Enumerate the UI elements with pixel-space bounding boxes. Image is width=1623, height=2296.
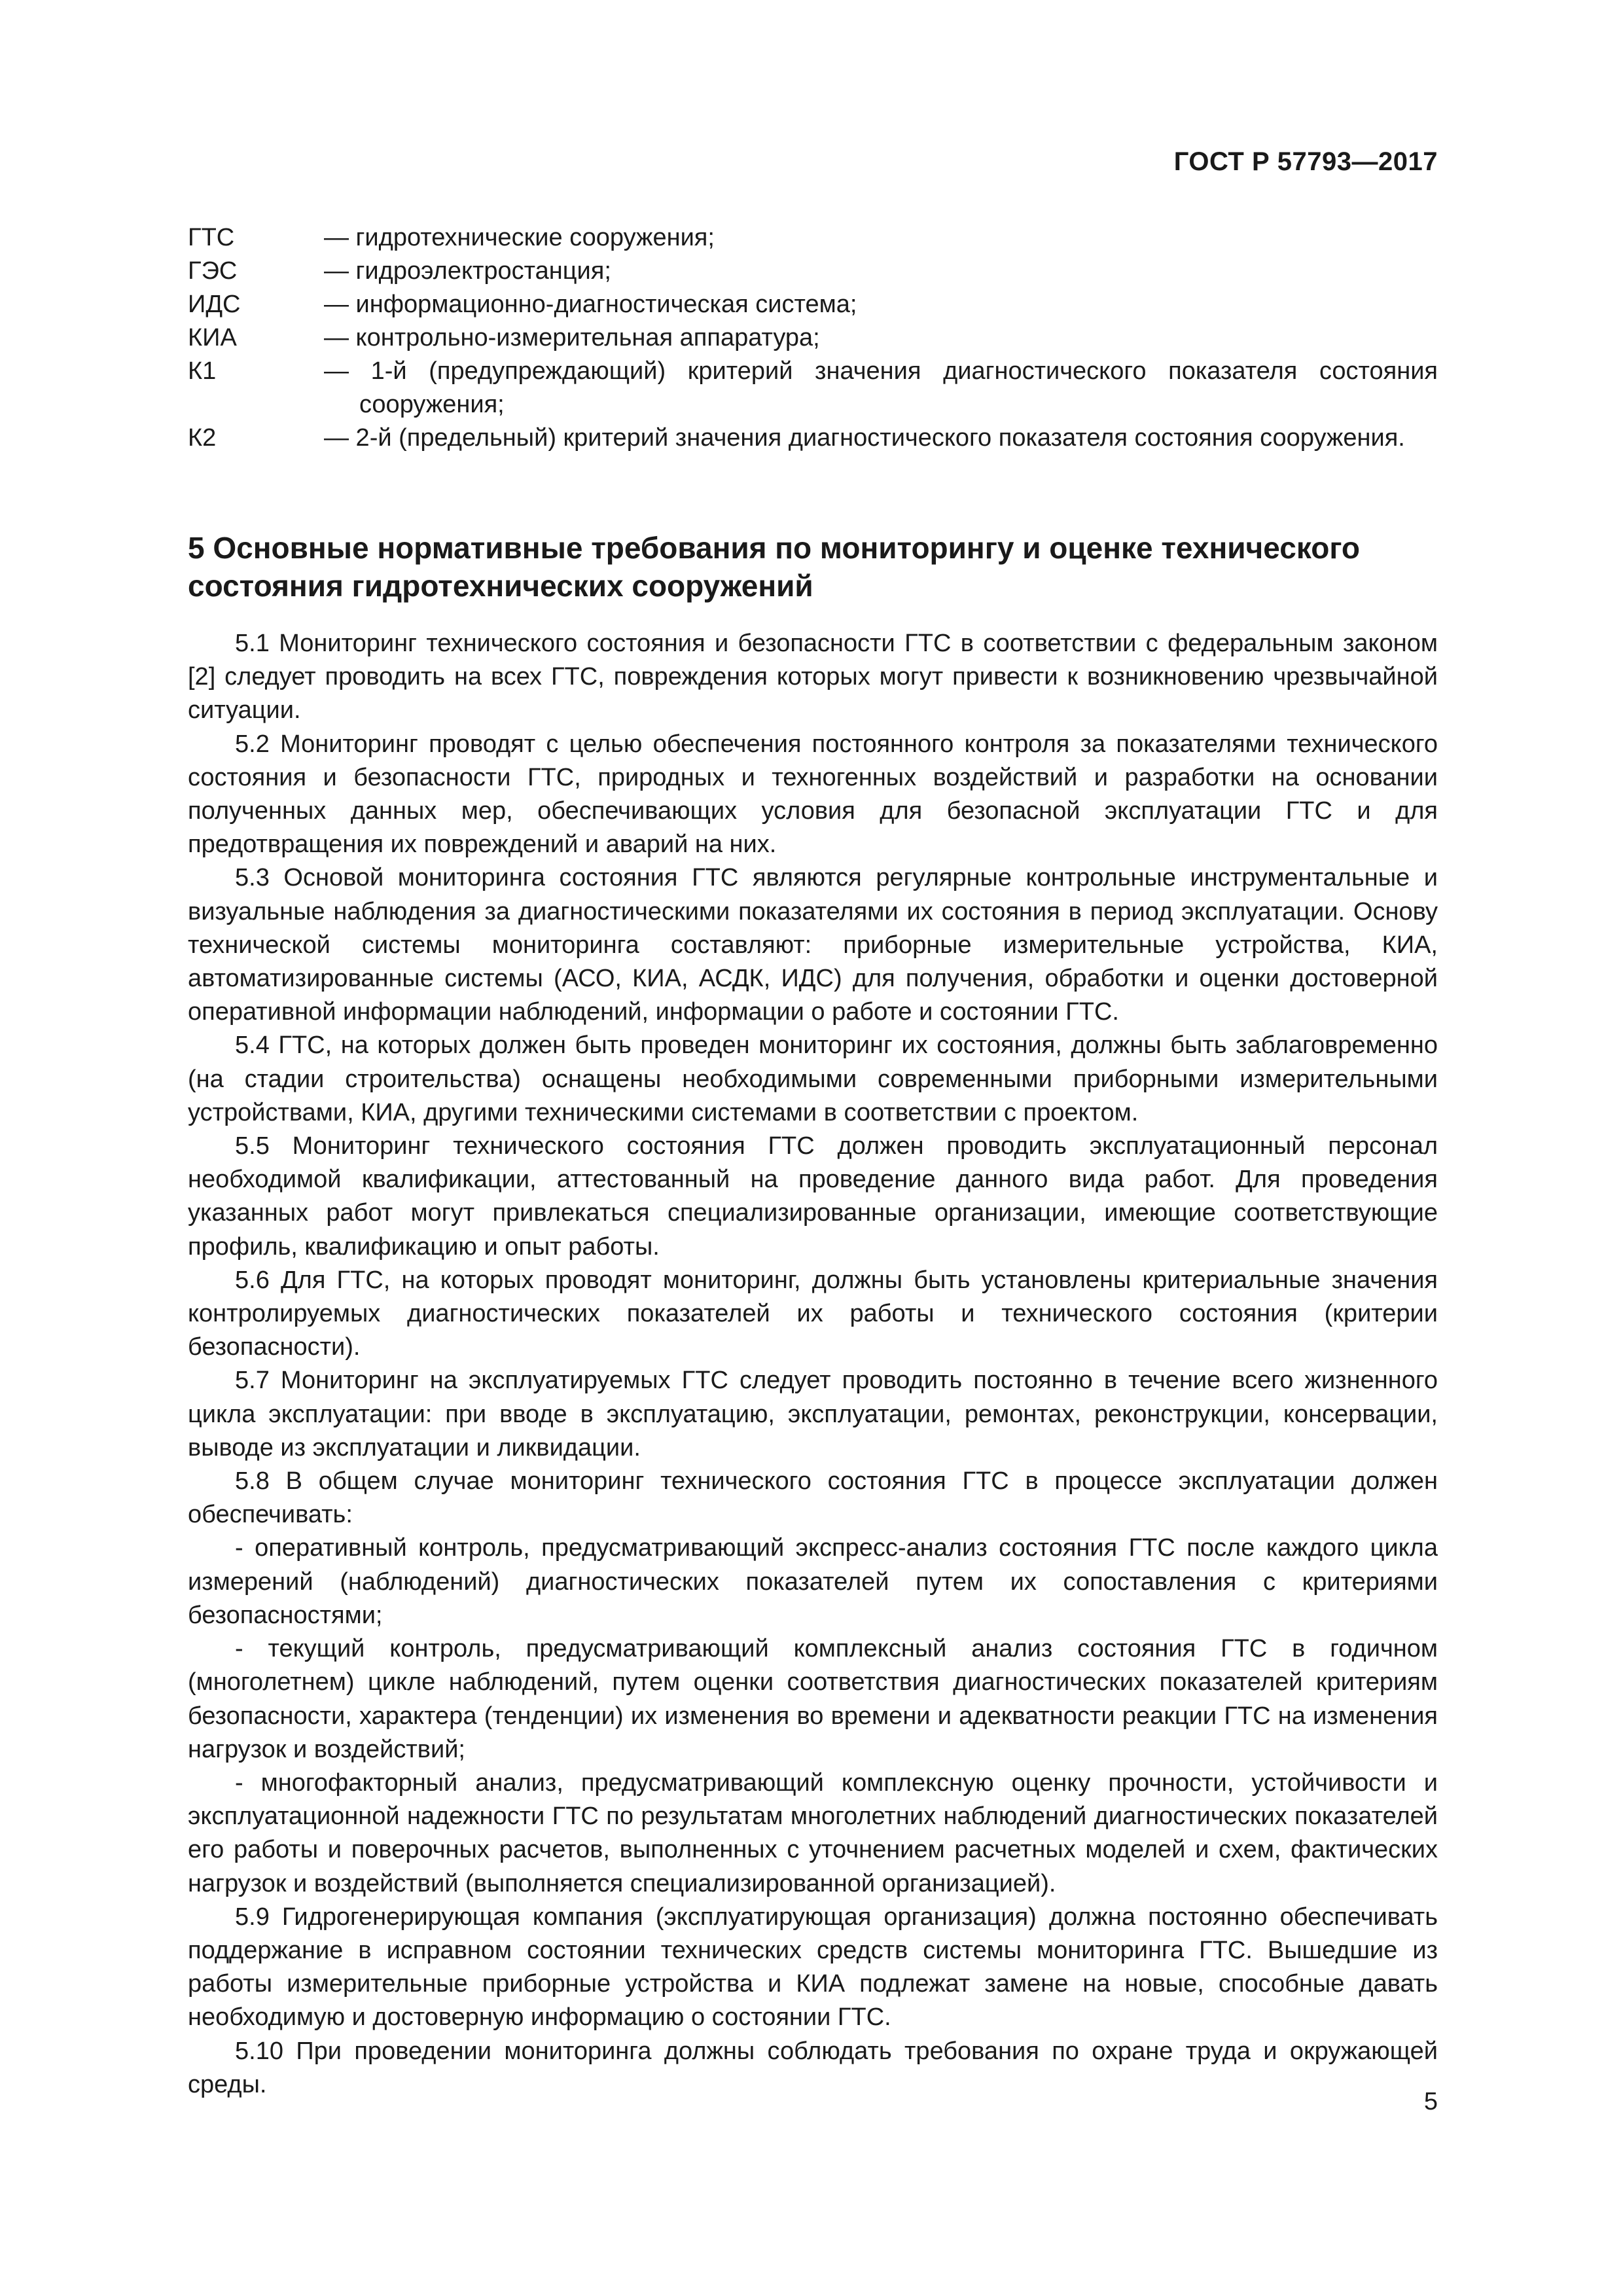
page-number: 5 <box>1423 2088 1438 2115</box>
abbreviation-row <box>188 288 1438 321</box>
abbreviations-list <box>188 221 1438 455</box>
paragraph: 5.2 Мониторинг проводят с целью обеспечения постоянного контроля за показателями технического состояния и безопасности ГТС, природных и техногенных воздействий и разработки на основании полученных данных мер, обеспечивающих условия для безопасной эксплуатации ГТС и для предотвращения их повреждений и аварий на них. <box>188 730 1438 859</box>
paragraph: 5.7 Мониторинг на эксплуатируемых ГТС следует проводить постоянно в течение всего жизненного цикла эксплуатации: при вводе в эксплуатацию, эксплуатации, ремонтах, реконструкции, консервации, выводе из эксплуатации и ликвидации. <box>188 1367 1438 1462</box>
abbreviation-definition: — гидротехнические сооружения; <box>324 224 715 251</box>
standard-header: ГОСТ Р 57793—2017 <box>1173 147 1438 176</box>
list-item: - многофакторный анализ, предусматривающий комплексную оценку прочности, устойчивости и эксплуатационной надежности ГТС по результатам многолетних наблюдений диагностических показателей его работы и поверочных расчетов, выполненных с уточнением расчетных моделей и схем, фактических нагрузок и воздействий (выполняется специализированной организацией). <box>188 1768 1438 1897</box>
paragraph: 5.10 При проведении мониторинга должны соблюдать требования по охране труда и окружающей среды. <box>188 2037 1438 2098</box>
paragraph: 5.5 Мониторинг технического состояния ГТС должен проводить эксплуатационный персонал необходимой квалификации, аттестованный на проведение данного вида работ. Для проведения указанных работ могут привлекаться специализированные организации, имеющие соответствующие профиль, квалификацию и опыт работы. <box>188 1132 1438 1261</box>
abbreviation-term: КИА <box>188 324 237 351</box>
list-item: - оперативный контроль, предусматривающий экспресс-анализ состояния ГТС после каждого цикла измерений (наблюдений) диагностических показателей путем их сопоставления с критериями безопасностями; <box>188 1534 1438 1629</box>
paragraph: 5.1 Мониторинг технического состояния и безопасности ГТС в соответствии с федеральным законом [2] следует проводить на всех ГТС, повреждения которых могут привести к возникновению чрезвычайной ситуации. <box>188 630 1438 725</box>
abbreviation-row <box>188 422 1438 455</box>
abbreviation-term: К1 <box>188 357 217 385</box>
paragraph: 5.6 Для ГТС, на которых проводят мониторинг, должны быть установлены критериальные значения контролируемых диагностических показателей их работы и технического состояния (критерии безопасности). <box>188 1266 1438 1361</box>
abbreviation-term: ИДС <box>188 291 241 318</box>
abbreviation-term: К2 <box>188 424 217 452</box>
section-title: 5 Основные нормативные требования по мониторингу и оценке технического состояния гидротехнических сооружений <box>188 531 1360 603</box>
abbreviation-definition: — контрольно-измерительная аппаратура; <box>324 324 820 351</box>
paragraph: 5.3 Основой мониторинга состояния ГТС являются регулярные контрольные инструментальные и визуальные наблюдения за диагностическими показателями их состояния в период эксплуатации. Основу технической системы мониторинга составляют: приборные измерительные устройства, КИА, автоматизированные системы (АСО, КИА, АСДК, ИДС) для получения, обработки и оценки достоверной оперативной информации наблюдений, информации о работе и состоянии ГТС. <box>188 864 1438 1026</box>
abbreviation-row <box>188 255 1438 288</box>
abbreviation-definition: — 1-й (предупреждающий) критерий значения диагностического показателя состояния сооружения; <box>324 357 1438 418</box>
paragraph: 5.8 В общем случае мониторинг технического состояния ГТС в процессе эксплуатации должен обеспечивать: <box>188 1467 1438 1529</box>
abbreviation-row <box>188 321 1438 355</box>
abbreviation-definition: — информационно-диагностическая система; <box>324 291 857 318</box>
abbreviation-row <box>188 355 1438 422</box>
abbreviation-definition: — 2-й (предельный) критерий значения диагностического показателя состояния сооружения. <box>324 424 1405 452</box>
abbreviation-term: ГЭС <box>188 257 238 285</box>
paragraph: 5.9 Гидрогенерирующая компания (эксплуатирующая организация) должна постоянно обеспечивать поддержание в исправном состоянии технических средств системы мониторинга ГТС. Вышедшие из работы измерительные приборные устройства и КИА подлежат замене на новые, способные давать необходимую и достоверную информацию о состоянии ГТС. <box>188 1903 1438 2032</box>
section-body <box>188 627 1438 2102</box>
abbreviation-definition: — гидроэлектростанция; <box>324 257 611 285</box>
list-item: - текущий контроль, предусматривающий комплексный анализ состояния ГТС в годичном (многолетнем) цикле наблюдений, путем оценки соответствия диагностических показателей критериям безопасности, характера (тенденции) их изменения во времени и адекватности реакции ГТС на изменения нагрузок и воздействий; <box>188 1635 1438 1763</box>
paragraph: 5.4 ГТС, на которых должен быть проведен мониторинг их состояния, должны быть заблаговременно (на стадии строительства) оснащены необходимыми современными приборными измерительными устройствами, КИА, другими техническими системами в соответствии с проектом. <box>188 1031 1438 1126</box>
abbreviation-term: ГТС <box>188 224 235 251</box>
abbreviation-row <box>188 221 1438 255</box>
